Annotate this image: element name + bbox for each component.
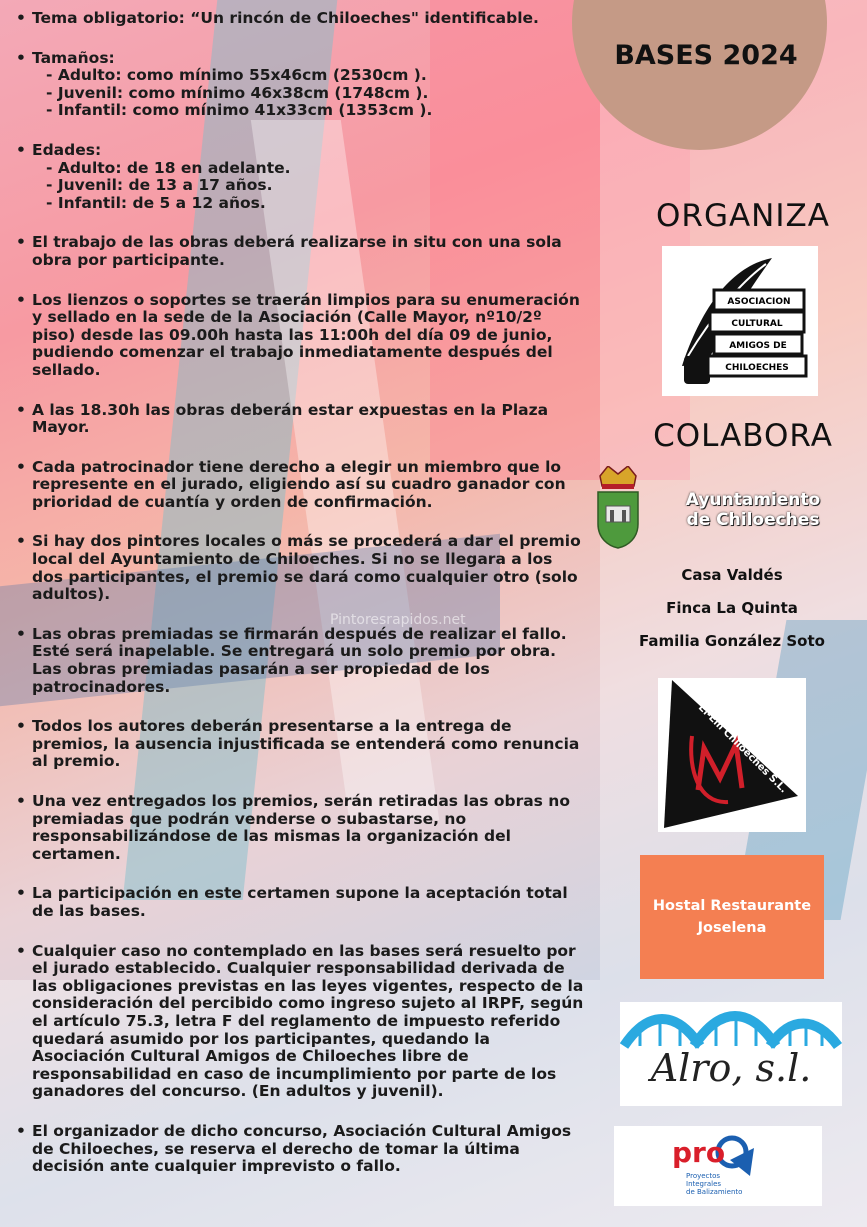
pro-logo-subtitle [686, 1172, 742, 1196]
rules-list [16, 10, 588, 1176]
elem-chiloeches-logo [658, 678, 806, 832]
pro-logo [614, 1126, 822, 1206]
pro-logo-word: pro [672, 1136, 726, 1169]
coat-of-arms-icon [594, 466, 642, 550]
logo-line-4: CHILOECHES [725, 363, 789, 373]
rule-item [16, 626, 588, 696]
rule-subitem: - Infantil: de 5 a 12 años. [46, 193, 266, 212]
hostal-joselena-logo [640, 855, 824, 979]
page-title: BASES 2024 [614, 40, 798, 71]
ayuntamiento-logo-text [648, 490, 858, 530]
rule-text: Cada patrocinador tiene derecho a elegir un miembro que lo represente en el jurado, eligiendo así su cuadro ganador con prioridad de cuantía y orden de confirmación. [32, 457, 566, 511]
rules-column [16, 10, 588, 1198]
rule-item [16, 885, 588, 920]
hostal-line-1: Hostal Restaurante [652, 898, 812, 914]
rule-subitem: - Adulto: como mínimo 55x46cm (2530cm ). [46, 66, 427, 85]
rule-text: La participación en este certamen supone la aceptación total de las bases. [32, 884, 568, 920]
ayuntamiento-line-1: Ayuntamiento [685, 490, 821, 510]
ayuntamiento-line-2: de Chiloeches [686, 510, 820, 530]
sponsor-familia-gonzalez-soto: Familia González Soto [639, 632, 825, 650]
rule-text: Todos los autores deberán presentarse a la entrega de premios, la ausencia injustificada se entenderá como renuncia al premio. [32, 717, 580, 771]
rule-item [16, 402, 588, 437]
rule-item [16, 793, 588, 863]
pro-sub-1: Proyectos [686, 1172, 721, 1180]
rule-subitem: - Juvenil: de 13 a 17 años. [46, 176, 273, 195]
rule-text: El organizador de dicho concurso, Asociación Cultural Amigos de Chiloeches, se reserva el derecho de tomar la última decisión ante cualquier imprevisto o fallo. [32, 1121, 572, 1176]
rule-text: Si hay dos pintores locales o más se procederá a dar el premio local del Ayuntamiento de Chiloeches. Si no se llegara a los dos participantes, el premio se dará como cualquier otro (solo adultos). [32, 532, 581, 604]
rule-item [16, 292, 588, 380]
sponsor-casa-valdes: Casa Valdés [681, 566, 783, 584]
rule-subitem: - Infantil: como mínimo 41x33cm (1353cm ). [46, 101, 433, 120]
rule-item [16, 718, 588, 771]
rule-item [16, 50, 588, 120]
hostal-line-2: Joselena [697, 920, 767, 936]
rule-text: Edades: [32, 140, 102, 159]
rule-text: Cualquier caso no contemplado en las bases será resuelto por el jurado establecido. Cualquier responsabilidad derivada de las obligaciones previstas en las leyes vigentes, respecto de la consideración del percibido como ingreso sujeto al IRPF, según el artículo 75.3, letra F del reglamento de impuesto referido quedará asumido por los participantes, quedando la Asociación Cultural Amigos de Chiloeches libre de responsabilidad en caso de incumplimiento por parte de los ganadores del concurso. (En adultos y juvenil). [32, 941, 584, 1101]
rule-text: Tema obligatorio: “Un rincón de Chiloeches" identificable. [32, 9, 539, 27]
alro-logo-text: Alro, s.l. [650, 1046, 812, 1090]
pro-sub-2: Integrales [686, 1180, 722, 1188]
organizer-logo [662, 246, 818, 396]
rule-item [16, 459, 588, 512]
pro-sub-3: de Balizamiento [686, 1188, 743, 1196]
rule-item [16, 943, 588, 1101]
rule-item [16, 533, 588, 603]
elem-logo-text: El-Em Chiloeches S.L. [695, 702, 789, 796]
rule-item [16, 142, 588, 212]
sponsor-finca-la-quinta: Finca La Quinta [666, 599, 798, 617]
rule-text: Tamaños: [32, 48, 115, 67]
rule-item [16, 234, 588, 269]
rule-item [16, 10, 588, 28]
logo-line-1: ASOCIACION [727, 297, 791, 307]
colabora-heading: COLABORA [653, 418, 833, 454]
rule-item [16, 1123, 588, 1176]
rule-text: Los lienzos o soportes se traerán limpios para su enumeración y sellado en la sede de la Asociación (Calle Mayor, nº10/2º piso) desde las 09.00h hasta las 11:00h del día 09 de junio, pudiendo comenzar el trabajo inmediatamente después del sellado. [32, 290, 580, 379]
alro-logo [620, 1002, 842, 1106]
rule-subitem: - Juvenil: como mínimo 46x38cm (1748cm ). [46, 83, 429, 102]
rule-text: A las 18.30h las obras deberán estar expuestas en la Plaza Mayor. [32, 400, 549, 437]
rule-text: El trabajo de las obras deberá realizarse in situ con una sola obra por participante. [32, 233, 562, 269]
logo-line-3: AMIGOS DE [729, 341, 787, 351]
watermark: Pintoresrapidos.net [330, 612, 466, 628]
rule-subitem: - Adulto: de 18 en adelante. [46, 158, 291, 177]
logo-line-2: CULTURAL [731, 319, 783, 329]
rule-text: Las obras premiadas se firmarán después de realizar el fallo. Esté será inapelable. Se entregará un solo premio por obra. Las obras premiadas pasarán a ser propiedad de los patrocinadores. [32, 624, 567, 696]
rule-text: Una vez entregados los premios, serán retiradas las obras no premiadas que podrán venderse o subastarse, no responsabilizándose de las mismas la organización del certamen. [32, 792, 570, 863]
organiza-heading: ORGANIZA [656, 198, 830, 234]
